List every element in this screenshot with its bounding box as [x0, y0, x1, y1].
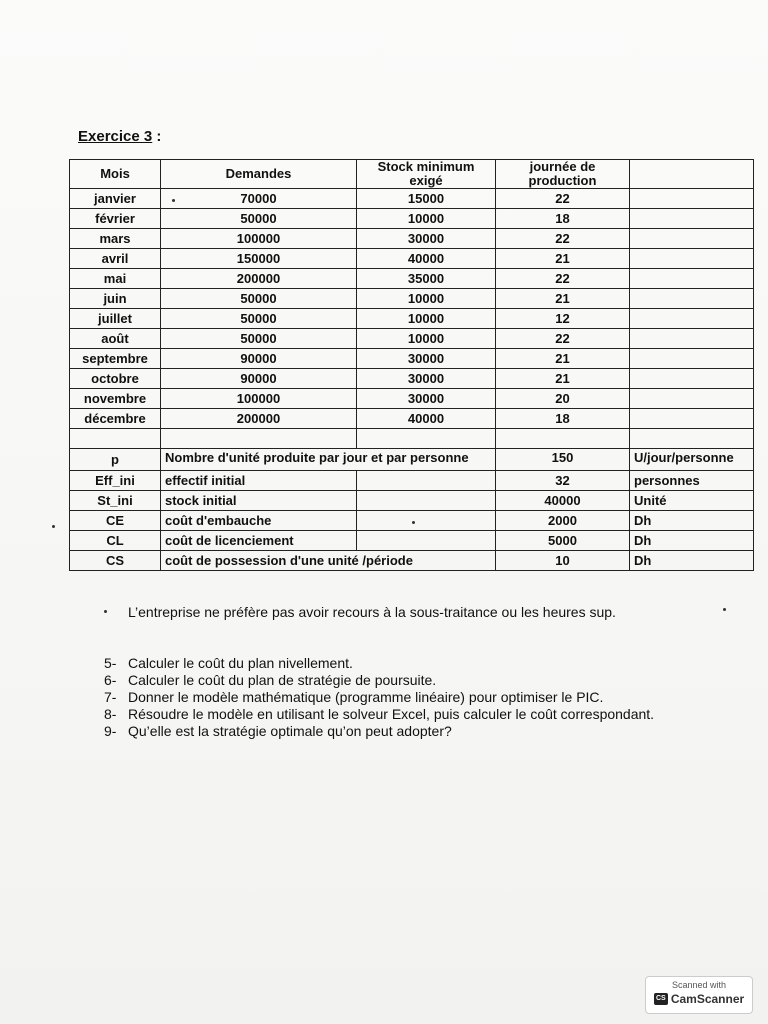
month-min-stock: 30000	[357, 349, 496, 369]
month-row	[70, 309, 754, 329]
month-production-days: 18	[496, 409, 630, 429]
month-demand: 90000	[161, 369, 357, 389]
month-min-stock: 10000	[357, 329, 496, 349]
param-symbol: Eff_ini	[70, 471, 161, 491]
speck-mark	[723, 608, 726, 611]
month-min-stock: 30000	[357, 229, 496, 249]
param-value: 150	[496, 449, 630, 471]
question-number: 5-	[104, 655, 117, 671]
month-demand: 90000	[161, 349, 357, 369]
month-production-days: 22	[496, 189, 630, 209]
month-row	[70, 289, 754, 309]
param-value: 10	[496, 551, 630, 571]
param-row	[70, 491, 754, 511]
watermark-brand: CamScanner	[670, 992, 745, 1006]
month-min-stock: 10000	[357, 289, 496, 309]
param-empty-cell	[357, 531, 496, 551]
month-production-days: 21	[496, 369, 630, 389]
month-name: février	[70, 209, 161, 229]
header-mois: Mois	[70, 160, 161, 189]
month-production-days: 22	[496, 269, 630, 289]
param-row	[70, 551, 754, 571]
month-row	[70, 369, 754, 389]
month-production-days: 20	[496, 389, 630, 409]
month-name: octobre	[70, 369, 161, 389]
month-name: décembre	[70, 409, 161, 429]
param-row	[70, 449, 754, 471]
month-production-days: 21	[496, 249, 630, 269]
header-stock: Stock minimum exigé	[357, 160, 496, 189]
month-production-days: 22	[496, 229, 630, 249]
month-min-stock: 40000	[357, 409, 496, 429]
month-demand: 150000	[161, 249, 357, 269]
month-demand: 50000	[161, 209, 357, 229]
blank-cell	[161, 429, 357, 449]
month-empty-cell	[630, 269, 754, 289]
month-row	[70, 269, 754, 289]
question-text: Qu’elle est la stratégie optimale qu’on peut adopter?	[128, 723, 452, 739]
question-item	[104, 706, 704, 723]
header-demandes: Demandes	[161, 160, 357, 189]
month-empty-cell	[630, 229, 754, 249]
param-description: coût de possession d'une unité /période	[161, 551, 496, 571]
month-demand: 50000	[161, 289, 357, 309]
blank-cell	[630, 429, 754, 449]
param-row	[70, 531, 754, 551]
param-unit: Dh	[630, 531, 754, 551]
header-jours: journée de production	[496, 160, 630, 189]
month-demand: 200000	[161, 269, 357, 289]
question-item	[104, 655, 704, 672]
month-name: janvier	[70, 189, 161, 209]
blank-cell	[496, 429, 630, 449]
param-empty-cell	[357, 511, 496, 531]
month-demand: 100000	[161, 229, 357, 249]
exercise-title-suffix: :	[152, 128, 162, 145]
param-row	[70, 471, 754, 491]
blank-row	[70, 429, 754, 449]
month-empty-cell	[630, 209, 754, 229]
question-item	[104, 723, 704, 740]
month-demand: 50000	[161, 329, 357, 349]
month-row	[70, 249, 754, 269]
question-number: 6-	[104, 672, 117, 688]
month-demand: 200000	[161, 409, 357, 429]
month-min-stock: 35000	[357, 269, 496, 289]
month-row	[70, 229, 754, 249]
month-row	[70, 409, 754, 429]
param-unit: Unité	[630, 491, 754, 511]
param-value: 32	[496, 471, 630, 491]
param-unit: personnes	[630, 471, 754, 491]
note-text: L’entreprise ne préfère pas avoir recours à la sous-traitance ou les heures sup.	[128, 604, 616, 620]
param-unit: Dh	[630, 511, 754, 531]
month-production-days: 21	[496, 289, 630, 309]
param-symbol: CE	[70, 511, 161, 531]
speck-mark	[104, 610, 107, 613]
param-symbol: CS	[70, 551, 161, 571]
month-production-days: 21	[496, 349, 630, 369]
month-empty-cell	[630, 409, 754, 429]
watermark-brand-row	[646, 992, 752, 1006]
month-name: mai	[70, 269, 161, 289]
param-empty-cell	[357, 471, 496, 491]
month-min-stock: 30000	[357, 369, 496, 389]
param-symbol: St_ini	[70, 491, 161, 511]
param-empty-cell	[357, 491, 496, 511]
param-value: 5000	[496, 531, 630, 551]
question-text: Calculer le coût du plan de stratégie de poursuite.	[128, 672, 437, 688]
month-demand: 70000	[161, 189, 357, 209]
exercise-title-text: Exercice 3	[78, 128, 153, 145]
question-text: Résoudre le modèle en utilisant le solveur Excel, puis calculer le coût correspondant.	[128, 706, 655, 722]
month-empty-cell	[630, 349, 754, 369]
month-row	[70, 389, 754, 409]
month-empty-cell	[630, 329, 754, 349]
month-empty-cell	[630, 389, 754, 409]
question-number: 8-	[104, 706, 117, 722]
param-description: effectif initial	[161, 471, 357, 491]
month-empty-cell	[630, 289, 754, 309]
blank-cell	[70, 429, 161, 449]
param-symbol: p	[70, 449, 161, 471]
watermark-caption: Scanned with	[671, 980, 727, 990]
month-row	[70, 209, 754, 229]
month-demand: 50000	[161, 309, 357, 329]
month-row	[70, 349, 754, 369]
month-name: novembre	[70, 389, 161, 409]
speck-mark	[172, 199, 175, 202]
question-text: Donner le modèle mathématique (programme linéaire) pour optimiser le PIC.	[128, 689, 604, 705]
question-text: Calculer le coût du plan nivellement.	[128, 655, 353, 671]
camscanner-watermark	[645, 976, 753, 1014]
month-min-stock: 40000	[357, 249, 496, 269]
param-value: 2000	[496, 511, 630, 531]
month-empty-cell	[630, 309, 754, 329]
questions-list	[104, 655, 704, 740]
month-row	[70, 329, 754, 349]
month-empty-cell	[630, 189, 754, 209]
month-rows	[70, 189, 754, 429]
header-empty	[630, 160, 754, 189]
month-name: septembre	[70, 349, 161, 369]
month-min-stock: 30000	[357, 389, 496, 409]
planning-table	[69, 159, 754, 571]
exercise-title	[78, 128, 161, 145]
speck-mark	[52, 525, 55, 528]
month-min-stock: 15000	[357, 189, 496, 209]
param-value: 40000	[496, 491, 630, 511]
month-min-stock: 10000	[357, 209, 496, 229]
month-empty-cell	[630, 369, 754, 389]
month-production-days: 18	[496, 209, 630, 229]
question-item	[104, 672, 704, 689]
month-name: août	[70, 329, 161, 349]
param-unit: Dh	[630, 551, 754, 571]
param-description: coût d'embauche	[161, 511, 357, 531]
question-number: 9-	[104, 723, 117, 739]
speck-mark	[412, 521, 415, 524]
blank-cell	[357, 429, 496, 449]
param-unit: U/jour/personne	[630, 449, 754, 471]
param-symbol: CL	[70, 531, 161, 551]
param-description: stock initial	[161, 491, 357, 511]
month-name: juillet	[70, 309, 161, 329]
camscanner-logo-icon: CS	[654, 993, 668, 1005]
month-demand: 100000	[161, 389, 357, 409]
question-number: 7-	[104, 689, 117, 705]
month-name: juin	[70, 289, 161, 309]
month-production-days: 12	[496, 309, 630, 329]
param-description: coût de licenciement	[161, 531, 357, 551]
month-production-days: 22	[496, 329, 630, 349]
month-min-stock: 10000	[357, 309, 496, 329]
month-name: mars	[70, 229, 161, 249]
month-empty-cell	[630, 249, 754, 269]
table-header-row	[70, 160, 754, 189]
param-description: Nombre d'unité produite par jour et par personne	[161, 449, 496, 471]
month-name: avril	[70, 249, 161, 269]
question-item	[104, 689, 704, 706]
